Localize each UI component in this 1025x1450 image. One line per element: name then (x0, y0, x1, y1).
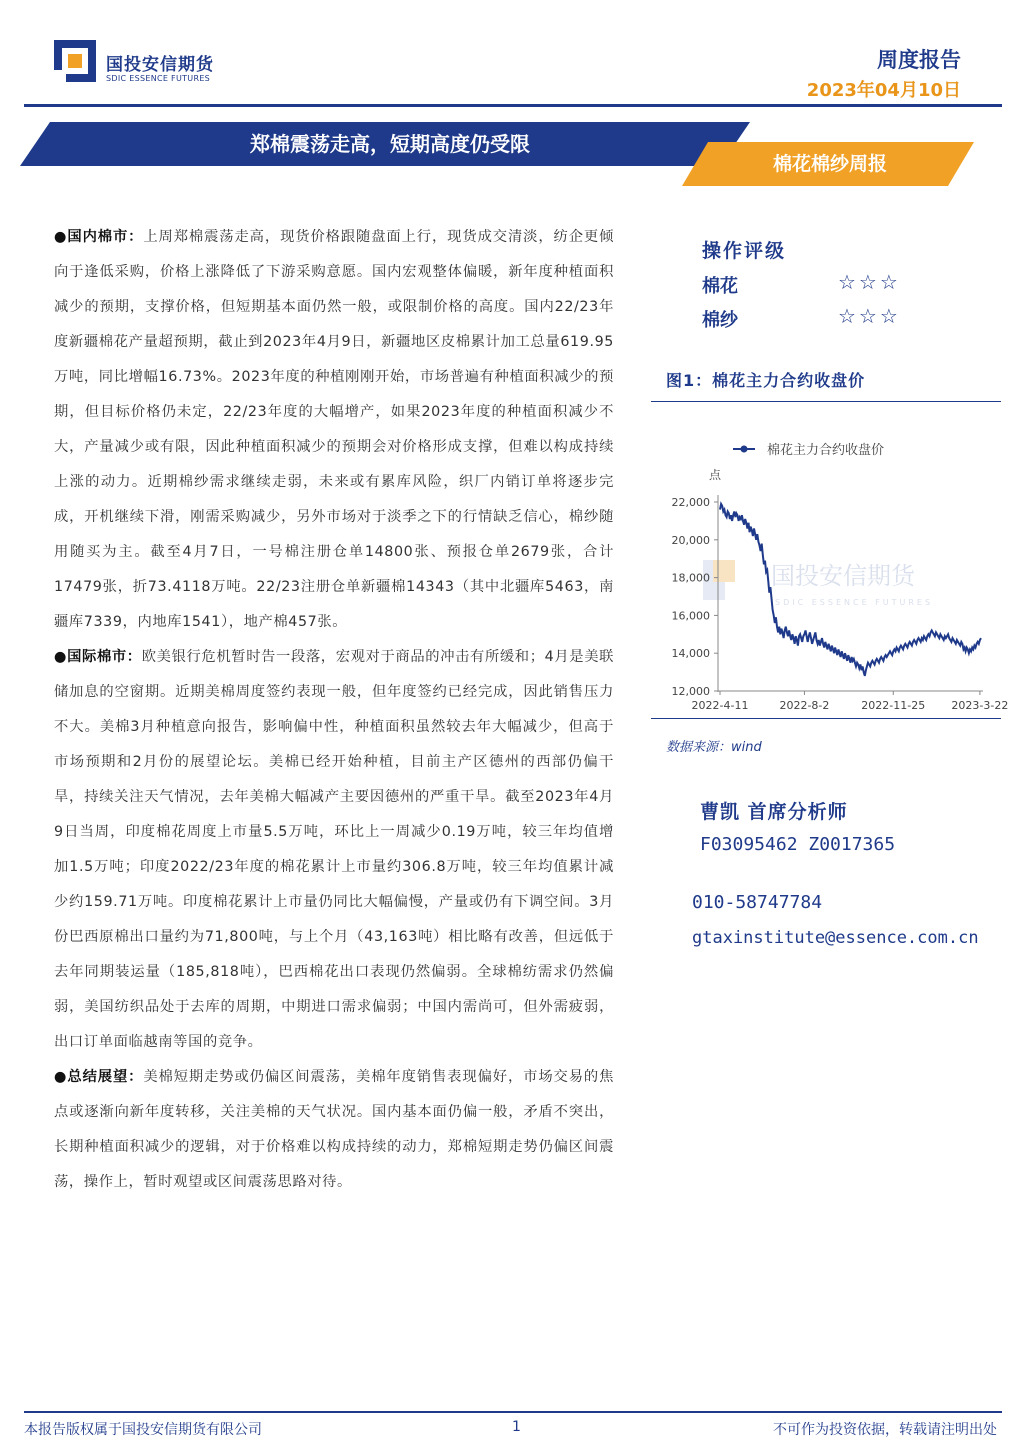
analyst-cert: F03095462 Z0017365 (700, 834, 896, 855)
chart-legend (733, 442, 884, 458)
y-tick-label: 16,000 (671, 609, 710, 623)
legend-marker (741, 446, 748, 453)
analyst-phone: 010-58747784 (692, 892, 823, 913)
header-divider (24, 104, 1002, 107)
footer-disclaimer: 不可作为投资依据，转载请注明出处 (773, 1422, 997, 1438)
rating-stars-cotton: ☆☆☆ (838, 270, 901, 294)
section-heading: 国内棉市： (67, 229, 144, 245)
analyst-name: 曹凯 首席分析师 (700, 801, 848, 823)
chart-watermark (703, 560, 933, 607)
logo-text-en: SDIC ESSENCE FUTURES (106, 74, 211, 83)
logo-text-cn: 国投安信期货 (106, 55, 214, 75)
report-title: 郑棉震荡走高，短期高度仍受限 (250, 132, 530, 156)
footer-copyright: 本报告版权属于国投安信期货有限公司 (24, 1422, 262, 1438)
bullet-icon: ● (54, 649, 68, 665)
section-text: 上周郑棉震荡走高，现货价格跟随盘面上行，现货成交清淡，纺企更倾向于逢低采购，价格上涨降低了下游采购意愿。国内宏观整体偏暖，新年度种植面积减少的预期，支撑价格，但短期基本面仍然一般，或限制价格的高度。国内22/23年度新疆棉花产量超预期，截止到2023年4月9日，新疆地区皮棉累计加工总量619.95万吨，同比增幅16.73%。2023年度的种植刚刚开始，市场普遍有种植面积减少的预期，但目标价格仍未定，22/23年度的大幅增产，如果2023年度的种植面积减少不大，产量减少或有限，因此种植面积减少的预期会对价格形成支撑，但难以构成持续上涨的动力。近期棉纱需求继续走弱，未来或有累库风险，织厂内销订单将逐步完成，开机继续下滑，刚需采购减少，另外市场对于淡季之下的行情缺乏信心，棉纱随用随买为主。截至4月7日，一号棉注册仓单14800张、预报仓单2679张，合计17479张，折73.4118万吨。22/23注册仓单新疆棉14343（其中北疆库5463，南疆库7339，内地库1541），地产棉457张。 (54, 229, 614, 630)
rating-label-yarn: 棉纱 (702, 310, 738, 331)
figure-title: 图1：棉花主力合约收盘价 (666, 371, 866, 390)
line-chart (651, 410, 1009, 716)
watermark-text-cn: 国投安信期货 (771, 562, 915, 590)
x-tick-label: 2023-3-22 (951, 699, 1009, 712)
section-heading: 国际棉市： (67, 649, 142, 665)
report-subtitle: 棉花棉纱周报 (772, 153, 887, 175)
main-content (54, 220, 614, 1200)
section-text: 美棉短期走势或仍偏区间震荡，美棉年度销售表现偏好，市场交易的焦点或逐渐向新年度转移，关注美棉的天气状况。国内基本面仍偏一般，矛盾不突出，长期种植面积减少的逻辑，对于价格难以构成持续的动力，郑棉短期走势仍偏区间震荡，操作上，暂时观望或区间震荡思路对待。 (54, 1069, 614, 1190)
footer-divider (24, 1411, 1002, 1413)
section-summary (54, 1060, 614, 1200)
figure-bottom-rule (651, 718, 1001, 719)
rating-label-cotton: 棉花 (702, 276, 738, 297)
y-tick-label: 22,000 (671, 496, 710, 509)
section-domestic (54, 220, 614, 640)
y-tick-label: 12,000 (671, 685, 710, 698)
logo-square-icon (54, 40, 96, 82)
y-unit-label: 点 (709, 468, 722, 482)
figure-top-rule (651, 401, 1001, 402)
rating-title: 操作评级 (702, 240, 787, 262)
section-heading: 总结展望： (67, 1069, 144, 1085)
x-tick-label: 2022-8-2 (779, 699, 830, 712)
x-tick-label: 2022-11-25 (861, 699, 926, 712)
bullet-icon: ● (54, 229, 68, 245)
data-source: 数据来源：wind (666, 740, 762, 755)
report-date: 2023年04月10日 (806, 80, 961, 101)
report-type: 周度报告 (877, 48, 961, 72)
x-tick-label: 2022-4-11 (691, 699, 749, 712)
section-text: 欧美银行危机暂时告一段落，宏观对于商品的冲击有所缓和；4月是美联储加息的空窗期。近期美棉周度签约表现一般，但年度签约已经完成，因此销售压力不大。美棉3月种植意向报告，影响偏中性，种植面积虽然较去年大幅减少，但高于市场预期和2月份的展望论坛。美棉已经开始种植，目前主产区德州的西部仍偏干旱，持续关注天气情况，去年美棉大幅减产主要因德州的严重干旱。截至2023年4月9日当周，印度棉花周度上市量5.5万吨，环比上一周减少0.19万吨，较三年均值增加1.5万吨；印度2022/23年度的棉花累计上市量约306.8万吨，较三年均值累计减少约159.71万吨。印度棉花累计上市量仍同比大幅偏慢，产量或仍有下调空间。3月份巴西原棉出口量约为71,800吨，与上个月（43,163吨）相比略有改善，但远低于去年同期装运量（185,818吨），巴西棉花出口表现仍然偏弱。全球棉纺需求仍然偏弱，美国纺织品处于去库的周期，中期进口需求偏弱；中国内需尚可，但外需疲弱，出口订单面临越南等国的竞争。 (54, 649, 615, 1050)
legend-label: 棉花主力合约收盘价 (767, 443, 885, 458)
watermark-logo-accent (713, 560, 735, 582)
watermark-text-en: SDIC ESSENCE FUTURES (775, 598, 934, 607)
y-tick-label: 20,000 (671, 533, 710, 547)
y-tick-label: 14,000 (671, 647, 710, 661)
rating-stars-yarn: ☆☆☆ (838, 304, 901, 328)
section-international (54, 640, 614, 1060)
analyst-email[interactable]: gtaxinstitute@essence.com.cn (692, 928, 979, 948)
page-number: 1 (512, 1419, 521, 1435)
bullet-icon: ● (54, 1069, 68, 1085)
y-tick-label: 18,000 (671, 571, 710, 585)
